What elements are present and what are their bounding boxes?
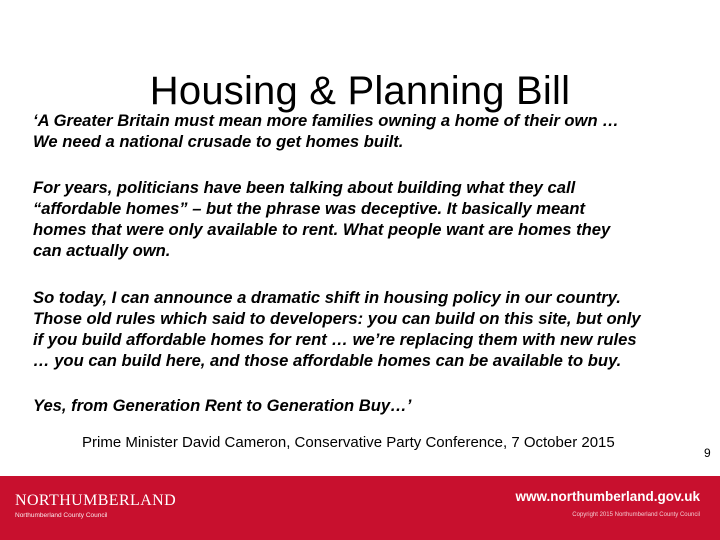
page-number: 9 <box>704 446 711 460</box>
quote-attribution: Prime Minister David Cameron, Conservative Party Conference, 7 October 2015 <box>82 434 615 451</box>
council-logo <box>15 492 176 519</box>
quote-paragraph: So today, I can announce a dramatic shift in housing policy in our country. Those old rules which said to developers: you can build on this site, but only if you build affordable homes for rent … we’re replacing them with new rules … you can build here, and those affordable homes can be available to buy. <box>33 288 641 370</box>
logo-subtitle: Northumberland County Council <box>15 512 108 519</box>
website-link[interactable]: www.northumberland.gov.uk <box>515 489 700 504</box>
quote-paragraph: For years, politicians have been talking about building what they call “affordable homes” – but the phrase was deceptive. It basically meant homes that were only available to rent. What people want are homes they can actually own. <box>33 178 611 260</box>
logo-name: NORTHUMBERLAND <box>15 492 177 509</box>
quote-paragraph: Yes, from Generation Rent to Generation Buy…’ <box>33 396 412 415</box>
quote-paragraph: ‘A Greater Britain must mean more families owning a home of their own … We need a national crusade to get homes built. <box>33 111 619 151</box>
slide-title: Housing & Planning Bill <box>149 68 571 113</box>
copyright-text: Copyright 2015 Northumberland County Council <box>572 512 700 518</box>
